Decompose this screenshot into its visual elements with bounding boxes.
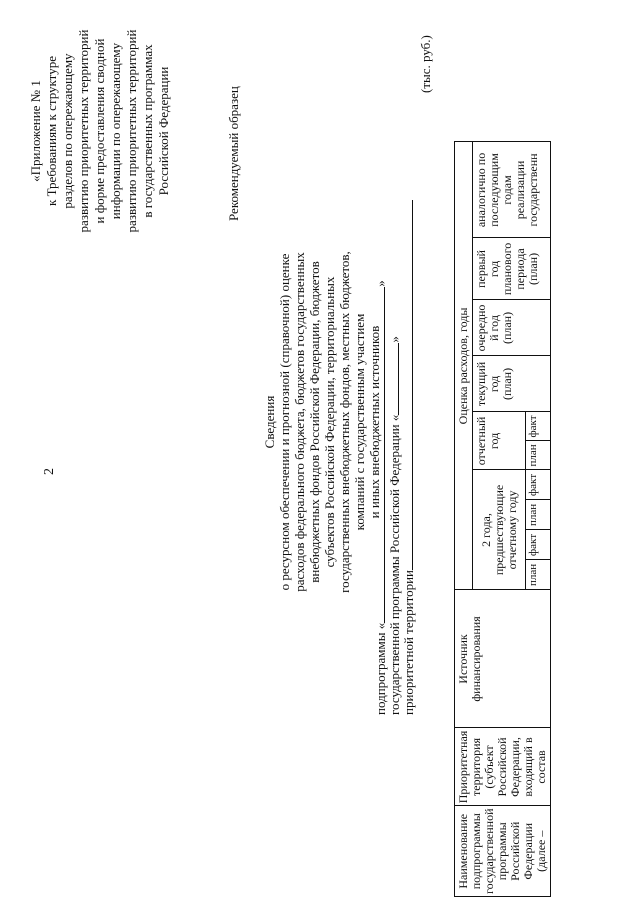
cell-line: 2 года, xyxy=(478,513,493,547)
program-label: государственной программы Российской Федерации « xyxy=(387,414,402,715)
cell-line: (план) xyxy=(500,311,514,345)
cell-line: (субъект xyxy=(482,745,496,789)
cell-line: территория xyxy=(469,737,483,796)
cell-line: отчетному году xyxy=(504,490,519,570)
cell-line: Российской xyxy=(495,737,509,797)
col-funding-source xyxy=(455,590,551,728)
sub-plan: план xyxy=(526,500,551,530)
heading-line: и иных внебюджетных источников xyxy=(367,325,382,519)
units-label: (тыс. руб.) xyxy=(418,35,433,93)
appendix-line: «Приложение № 1 xyxy=(28,80,43,182)
subprogram-label: подпрограммы « xyxy=(373,622,388,715)
year-following xyxy=(473,142,551,238)
appendix-line: развитию приоритетных территорий xyxy=(124,29,139,233)
appendix-line: информации по опережающему xyxy=(108,42,123,220)
heading-line: о ресурсном обеспечении и прогнозной (справочной) оценке xyxy=(277,253,292,591)
program-line xyxy=(388,200,402,715)
sub-plan: план xyxy=(526,560,551,590)
heading-line: внебюджетных фондов Российской Федерации, бюджетов xyxy=(307,261,322,583)
cell-line: год xyxy=(487,260,501,278)
appendix-line: разделов по опережающему xyxy=(60,53,75,209)
col-program-name xyxy=(455,806,551,897)
cell-line: реализации xyxy=(513,160,527,220)
appendix-line: в государственных программах xyxy=(140,44,155,218)
cell-line: (план) xyxy=(526,252,540,286)
sub-plan: план xyxy=(526,441,551,470)
appendix-note xyxy=(28,0,172,271)
appendix-line: Российской Федерации xyxy=(156,66,171,196)
program-blank[interactable] xyxy=(388,343,399,415)
sub-fact: факт xyxy=(526,470,551,500)
cell-line: год xyxy=(487,432,501,450)
heading-line: субъектов Российской Федерации, территориальных xyxy=(322,276,337,568)
sub-fact: факт xyxy=(526,412,551,441)
cell-line: аналогично по xyxy=(474,152,488,228)
heading-line: расходов федерального бюджета, бюджетов государственных xyxy=(292,252,307,592)
territory-label: приоритетной территории xyxy=(401,570,416,715)
cell-line: программы xyxy=(495,822,509,881)
year-two-before xyxy=(473,470,526,590)
year-report xyxy=(473,412,526,470)
heading-line: государственных внебюджетных фондов, местных бюджетов, xyxy=(337,251,352,593)
cell-line: подпрограммы xyxy=(469,813,483,890)
cell-line: периода xyxy=(513,248,527,290)
appendix-line: развитию приоритетных территорий xyxy=(76,29,91,233)
cell-line: (план) xyxy=(500,367,514,401)
cell-line: Федерации xyxy=(521,822,535,880)
cell-line: первый xyxy=(474,250,488,288)
cell-line: текущий xyxy=(474,361,488,407)
col-territory xyxy=(455,728,551,806)
financing-table xyxy=(454,141,551,897)
territory-line xyxy=(402,200,416,715)
sub-fact: факт xyxy=(526,530,551,560)
cell-line: отчетный xyxy=(474,416,488,466)
year-first-plan xyxy=(473,238,551,300)
cell-line: Приоритетная xyxy=(456,730,470,804)
territory-blank[interactable] xyxy=(402,200,413,570)
cell-line: год xyxy=(487,375,501,393)
cell-line: (далее – xyxy=(534,830,548,872)
cell-line: предшествующие xyxy=(491,484,506,576)
cell-line: Российской xyxy=(508,821,522,881)
subprogram-blank[interactable] xyxy=(374,287,385,623)
cell-line: очередно xyxy=(474,304,488,352)
appendix-line: и форме предоставления сводной xyxy=(92,38,107,224)
year-current xyxy=(473,356,551,412)
document-heading xyxy=(262,187,382,657)
cell-line: финансирования xyxy=(469,616,483,702)
quote-close: » xyxy=(373,280,388,287)
heading-line: Сведения xyxy=(262,395,277,449)
fill-in-fields xyxy=(374,200,416,715)
appendix-line: к Требованиям к структуре xyxy=(44,56,59,206)
cell-line: состав xyxy=(534,750,548,784)
cell-line: годам xyxy=(500,175,514,205)
group-header: Оценка расходов, годы xyxy=(455,142,473,590)
cell-line: государственной xyxy=(482,808,496,894)
subprogram-line xyxy=(374,200,388,715)
quote-close: » xyxy=(387,336,402,343)
recommended-sample: Рекомендуемый образец xyxy=(226,86,241,221)
cell-line: Наименование xyxy=(456,813,470,889)
page-number: 2 xyxy=(42,468,57,475)
cell-line: последующим xyxy=(487,153,501,227)
cell-line: государственн xyxy=(526,153,540,227)
year-next xyxy=(473,300,551,356)
cell-line: й год xyxy=(487,315,501,341)
cell-line: входящий в xyxy=(521,737,535,797)
heading-line: компаний с государственным участием xyxy=(352,313,367,531)
cell-line: планового xyxy=(500,242,514,296)
cell-line: Источник xyxy=(456,634,470,684)
cell-line: Федерации, xyxy=(508,737,522,797)
